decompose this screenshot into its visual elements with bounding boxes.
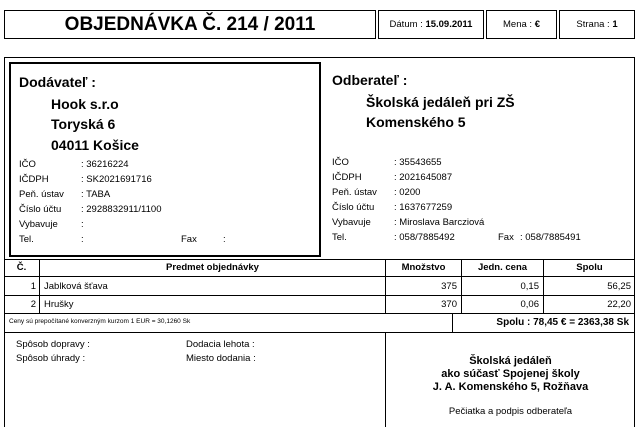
row1-no: 1 bbox=[30, 281, 36, 292]
row2-total: 22,20 bbox=[607, 299, 631, 310]
supplier-handler-label: Vybavuje bbox=[19, 219, 58, 230]
customer-fax-label: Fax bbox=[498, 232, 514, 243]
col-header-total: Spolu bbox=[576, 262, 603, 273]
customer-account-value: : 1637677259 bbox=[394, 202, 453, 213]
page-label: Strana : bbox=[576, 19, 610, 30]
page-value: 1 bbox=[612, 19, 618, 30]
supplier-account-label: Číslo účtu bbox=[19, 204, 62, 215]
supplier-tel-value: : bbox=[81, 234, 84, 245]
row1-total: 56,25 bbox=[607, 281, 631, 292]
supplier-fax-label: Fax bbox=[181, 234, 197, 245]
page-box bbox=[559, 10, 635, 39]
payment-label: Spôsob úhrady : bbox=[16, 353, 86, 364]
customer-street: Komenského 5 bbox=[366, 114, 466, 130]
row1-price: 0,15 bbox=[520, 281, 539, 292]
currency-box bbox=[486, 10, 557, 39]
customer-ico-value: : 35543655 bbox=[394, 157, 442, 168]
supplier-bank-label: Peň. ústav bbox=[19, 189, 64, 200]
customer-title: Odberateľ : bbox=[332, 72, 408, 88]
row2-no: 2 bbox=[30, 299, 36, 310]
supplier-street: Toryská 6 bbox=[51, 116, 116, 132]
sum-total: Spolu : 78,45 € = 2363,38 Sk bbox=[496, 317, 629, 328]
signature-label: Pečiatka a podpis odberateľa bbox=[448, 406, 573, 417]
supplier-tel-label: Tel. bbox=[19, 234, 34, 245]
currency-value: € bbox=[534, 19, 540, 30]
supplier-city: 04011 Košice bbox=[51, 137, 139, 153]
customer-name: Školská jedáleň pri ZŠ bbox=[366, 94, 515, 110]
transport-label: Spôsob dopravy : bbox=[16, 339, 90, 350]
customer-fax-value: : 058/7885491 bbox=[520, 232, 581, 243]
supplier-box bbox=[9, 62, 321, 257]
customer-icdph-value: : 2021645087 bbox=[394, 172, 453, 183]
row2-item: Hrušky bbox=[44, 299, 74, 310]
col-header-item: Predmet objednávky bbox=[166, 262, 259, 273]
customer-account-label: Číslo účtu bbox=[332, 202, 375, 213]
table-header-rule bbox=[4, 276, 635, 277]
col-header-no: Č. bbox=[16, 262, 27, 273]
customer-icdph-label: IČDPH bbox=[332, 172, 362, 183]
supplier-icdph-value: : SK2021691716 bbox=[81, 174, 152, 185]
customer-tel-value: : 058/7885492 bbox=[394, 232, 455, 243]
currency-label: Mena : bbox=[503, 19, 533, 30]
table-bottom-rule bbox=[4, 313, 635, 314]
supplier-ico-label: IČO bbox=[19, 159, 36, 170]
supplier-handler-value: : bbox=[81, 219, 84, 230]
supplier-bank-value: : TABA bbox=[81, 189, 111, 200]
col-header-qty: Množstvo bbox=[401, 262, 446, 273]
supplier-icdph-label: IČDPH bbox=[19, 174, 49, 185]
customer-handler-label: Vybavuje bbox=[332, 217, 371, 228]
customer-bank-label: Peň. ústav bbox=[332, 187, 377, 198]
row1-item: Jablková šťava bbox=[44, 281, 108, 292]
delivery-deadline-label: Dodacia lehota : bbox=[186, 339, 255, 350]
supplier-title: Dodávateľ : bbox=[19, 74, 96, 90]
supplier-name: Hook s.r.o bbox=[51, 96, 119, 112]
stamp-line-2: ako súčasť Spojenej školy bbox=[441, 368, 580, 380]
table-row-rule bbox=[4, 295, 635, 296]
date-box bbox=[378, 10, 484, 39]
col-header-price: Jedn. cena bbox=[477, 262, 528, 273]
supplier-ico-value: : 36216224 bbox=[81, 159, 129, 170]
row2-price: 0,06 bbox=[520, 299, 539, 310]
supplier-account-value: : 2928832911/1100 bbox=[81, 204, 162, 215]
customer-tel-label: Tel. bbox=[332, 232, 347, 243]
order-title bbox=[4, 10, 376, 39]
delivery-place-label: Miesto dodania : bbox=[186, 353, 256, 364]
supplier-fax-value: : bbox=[223, 234, 226, 245]
stamp-line-1: Školská jedáleň bbox=[469, 355, 552, 367]
customer-box bbox=[322, 62, 634, 257]
row1-qty: 375 bbox=[441, 281, 457, 292]
customer-handler-value: : Miroslava Barcziová bbox=[394, 217, 485, 228]
stamp-line-3: J. A. Komenského 5, Rožňava bbox=[432, 381, 589, 393]
conversion-note: Ceny sú prepočítané konverzným kurzom 1 EUR = 30,1260 Sk bbox=[9, 318, 191, 325]
row2-qty: 370 bbox=[441, 299, 457, 310]
sum-bottom-rule bbox=[4, 332, 635, 333]
table-top-rule bbox=[4, 259, 635, 260]
order-title-text: OBJEDNÁVKA Č. 214 / 2011 bbox=[64, 13, 316, 35]
date-value: 15.09.2011 bbox=[425, 19, 473, 30]
customer-bank-value: : 0200 bbox=[394, 187, 421, 198]
date-label: Dátum : bbox=[389, 19, 423, 30]
customer-ico-label: IČO bbox=[332, 157, 349, 168]
